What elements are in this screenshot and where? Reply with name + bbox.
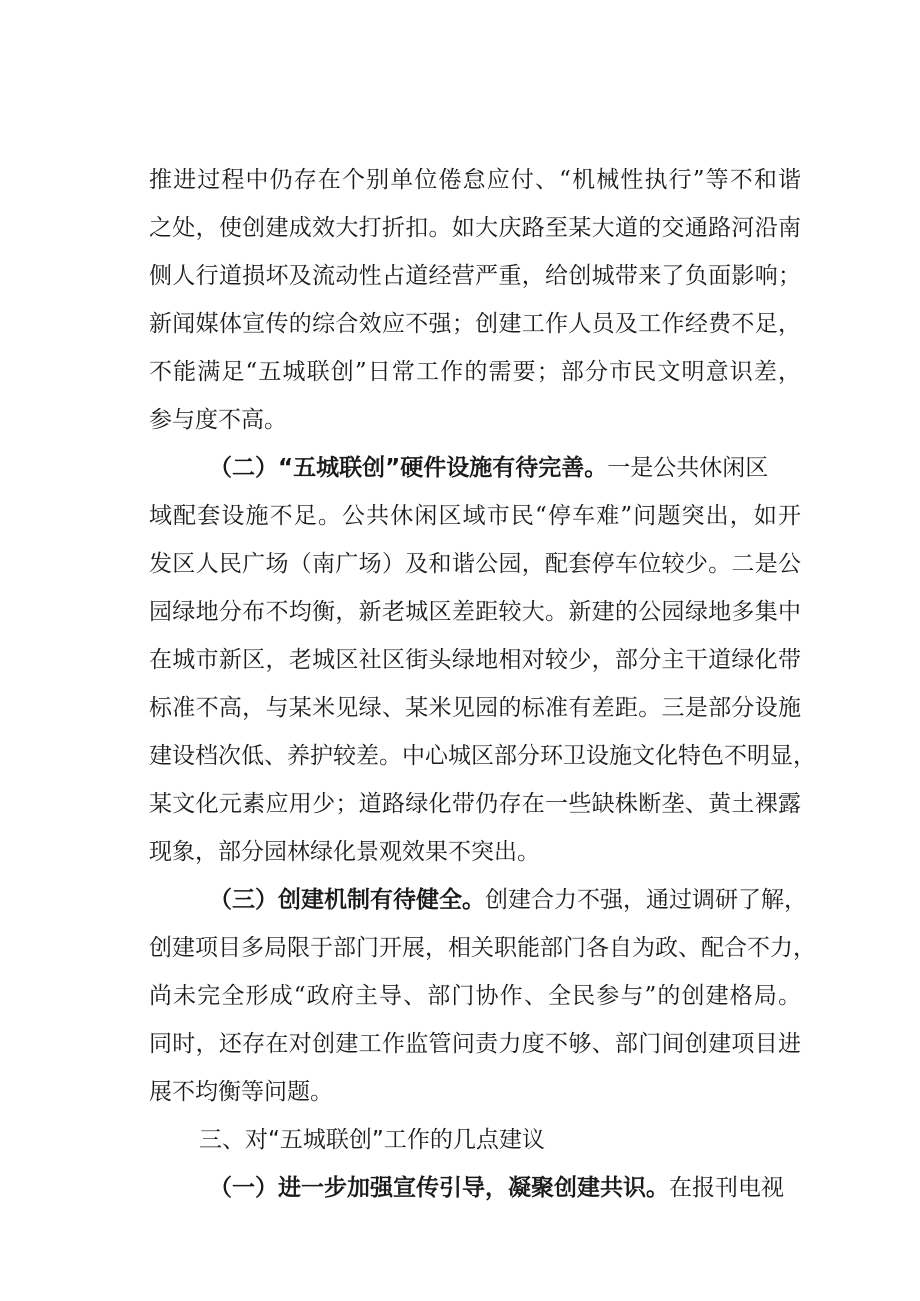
body-line: 不能满足“五城联创”日常工作的需要；部分市民文明意识差，: [149, 359, 801, 385]
suggestion-one-first-line: [209, 1166, 801, 1210]
chapter-three-heading: 三、对“五城联创”工作的几点建议: [199, 1127, 545, 1153]
body-line: 新闻媒体宣传的综合效应不强；创建工作人员及工作经费不足，: [149, 311, 801, 337]
body-line: 同时，还存在对创建工作监管问责力度不够、部门间创建项目进: [149, 1031, 801, 1057]
body-line: 标准不高，与某米见绿、某米见园的标准有差距。三是部分设施: [149, 695, 801, 721]
body-line: 尚未完全形成“政府主导、部门协作、全民参与”的创建格局。: [149, 983, 801, 1009]
body-line: 之处，使创建成效大打折扣。如大庆路至某大道的交通路河沿南: [149, 215, 801, 241]
body-line: 在城市新区，老城区社区街头绿地相对较少，部分主干道绿化带: [149, 647, 801, 673]
body-line: 现象，部分园林绿化景观效果不突出。: [149, 839, 540, 865]
section-three-first-line: [209, 878, 807, 922]
section-three-heading: （三）创建机制有待健全。: [209, 887, 485, 913]
section-two-first-line: [209, 446, 801, 490]
body-line: 域配套设施不足。公共休闲区域市民“停车难”问题突出，如开: [149, 503, 801, 529]
suggestion-one-text: 在报刊电视: [669, 1175, 784, 1201]
body-line: 园绿地分布不均衡，新老城区差距较大。新建的公园绿地多集中: [149, 599, 801, 625]
section-two-text: 一是公共休闲区: [607, 455, 769, 481]
body-line: 建设档次低、养护较差。中心城区部分环卫设施文化特色不明显，: [149, 743, 816, 769]
body-line: 发区人民广场（南广场）及和谐公园，配套停车位较少。二是公: [149, 551, 801, 577]
section-three-text: 创建合力不强，通过调研了解，: [485, 887, 807, 913]
body-line: 推进过程中仍存在个别单位倦怠应付、“机械性执行”等不和谐: [149, 167, 801, 193]
body-line: 展不均衡等问题。: [149, 1079, 333, 1105]
body-line: 创建项目多局限于部门开展，相关职能部门各自为政、配合不力，: [149, 935, 816, 961]
suggestion-one-heading: （一）进一步加强宣传引导，凝聚创建共识。: [209, 1175, 669, 1201]
body-line: 参与度不高。: [149, 407, 287, 433]
body-line: 侧人行道损坏及流动性占道经营严重，给创城带来了负面影响；: [149, 263, 801, 289]
body-line: 某文化元素应用少；道路绿化带仍存在一些缺株断垄、黄土裸露: [149, 791, 801, 817]
section-two-heading: （二）“五城联创”硬件设施有待完善。: [209, 455, 608, 481]
